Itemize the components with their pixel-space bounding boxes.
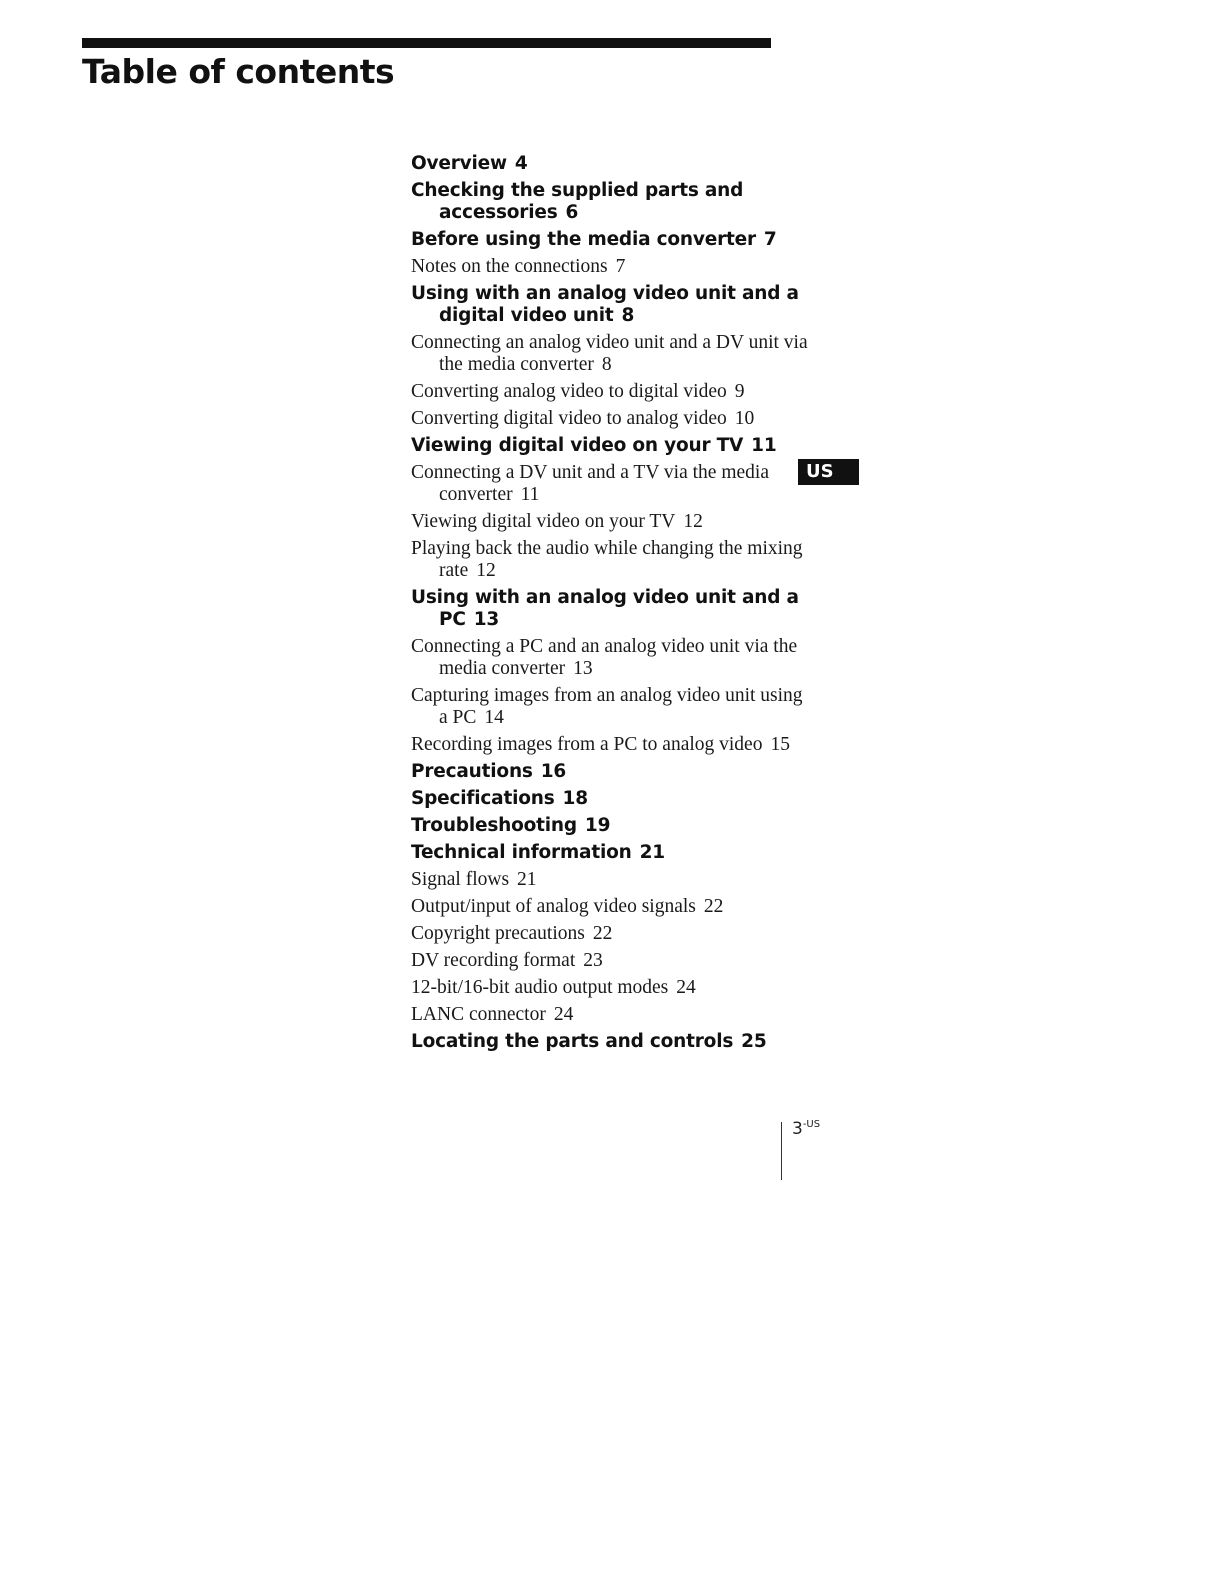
toc-entry-page: 23	[583, 950, 603, 971]
toc-entry-page: 16	[540, 761, 567, 782]
toc-heading-entry	[411, 283, 811, 327]
toc-entry-title: Using with an analog video unit and a PC	[411, 587, 799, 630]
toc-subentry	[411, 950, 811, 972]
toc-entry-title: LANC connector	[411, 1004, 546, 1025]
toc-subentry	[411, 1004, 811, 1026]
toc-entry-page: 8	[601, 354, 612, 375]
toc-entry-title: Signal flows	[411, 869, 510, 890]
toc-heading-entry	[411, 180, 811, 224]
toc-subentry	[411, 332, 811, 376]
table-of-contents	[411, 153, 811, 1058]
toc-heading-entry	[411, 153, 811, 175]
toc-subentry	[411, 896, 811, 918]
toc-entry-page: 12	[683, 511, 703, 532]
toc-entry-title: Notes on the connections	[411, 256, 608, 277]
toc-entry-page: 14	[484, 707, 504, 728]
toc-entry-page: 24	[676, 977, 696, 998]
toc-entry-page: 8	[621, 305, 635, 326]
toc-entry-page: 22	[703, 896, 724, 917]
page-title: Table of contents	[82, 52, 395, 91]
toc-heading-entry	[411, 788, 811, 810]
toc-entry-page: 21	[639, 842, 665, 863]
toc-entry-page: 10	[734, 408, 755, 429]
toc-subentry	[411, 462, 811, 506]
toc-entry-page: 19	[584, 815, 611, 836]
toc-entry-page: 13	[473, 609, 500, 630]
toc-entry-page: 11	[751, 435, 777, 456]
folio-rule	[781, 1122, 782, 1180]
toc-entry-title: Locating the parts and controls	[411, 1031, 734, 1052]
toc-entry-page: 24	[553, 1004, 574, 1025]
toc-entry-page: 12	[476, 560, 496, 581]
toc-entry-page: 22	[592, 923, 613, 944]
toc-subentry	[411, 408, 811, 430]
header-rule	[82, 38, 771, 48]
toc-entry-title: Capturing images from an analog video unit using a PC	[411, 685, 803, 728]
toc-entry-page: 7	[615, 256, 626, 277]
toc-entry-title: Overview	[411, 153, 507, 174]
toc-entry-title: Before using the media converter	[411, 229, 756, 250]
toc-subentry	[411, 381, 811, 403]
toc-entry-title: Connecting an analog video unit and a DV unit via the media converter	[411, 332, 808, 375]
toc-heading-entry	[411, 842, 811, 864]
toc-heading-entry	[411, 761, 811, 783]
toc-heading-entry	[411, 1031, 811, 1053]
toc-entry-title: Output/input of analog video signals	[411, 896, 696, 917]
toc-entry-page: 18	[562, 788, 588, 809]
toc-entry-page: 11	[520, 484, 540, 505]
page-number	[792, 1119, 820, 1139]
toc-heading-entry	[411, 435, 811, 457]
toc-entry-page: 7	[763, 229, 777, 250]
toc-subentry	[411, 685, 811, 729]
toc-entry-page: 21	[517, 869, 537, 890]
toc-entry-title: Copyright precautions	[411, 923, 585, 944]
page-number-suffix: -US	[802, 1119, 821, 1130]
toc-entry-page: 4	[514, 153, 528, 174]
toc-entry-title: Troubleshooting	[411, 815, 577, 836]
toc-entry-title: Viewing digital video on your TV	[411, 511, 676, 532]
toc-entry-page: 13	[573, 658, 593, 679]
language-tab: US	[798, 459, 859, 485]
page-number-value: 3	[792, 1119, 803, 1139]
toc-entry-title: Precautions	[411, 761, 533, 782]
toc-entry-title: Connecting a DV unit and a TV via the media converter	[411, 462, 769, 505]
toc-subentry	[411, 511, 811, 533]
toc-subentry	[411, 538, 811, 582]
toc-entry-title: Specifications	[411, 788, 555, 809]
toc-entry-title: Playing back the audio while changing the mixing rate	[411, 538, 803, 581]
toc-subentry	[411, 734, 811, 756]
toc-entry-title: DV recording format	[411, 950, 576, 971]
toc-entry-title: Viewing digital video on your TV	[411, 435, 744, 456]
toc-heading-entry	[411, 229, 811, 251]
toc-entry-title: Connecting a PC and an analog video unit via the media converter	[411, 636, 798, 679]
toc-entry-page: 15	[770, 734, 790, 755]
toc-entry-title: Converting digital video to analog video	[411, 408, 727, 429]
toc-subentry	[411, 923, 811, 945]
toc-subentry	[411, 869, 811, 891]
toc-entry-page: 6	[565, 202, 579, 223]
toc-entry-page: 25	[741, 1031, 767, 1052]
toc-entry-title: Technical information	[411, 842, 632, 863]
toc-subentry	[411, 977, 811, 999]
toc-entry-title: Converting analog video to digital video	[411, 381, 727, 402]
toc-entry-title: 12-bit/16-bit audio output modes	[411, 977, 669, 998]
toc-entry-page: 9	[734, 381, 745, 402]
toc-entry-title: Using with an analog video unit and a digital video unit	[411, 283, 799, 326]
toc-heading-entry	[411, 815, 811, 837]
toc-entry-title: Recording images from a PC to analog video	[411, 734, 763, 755]
toc-heading-entry	[411, 587, 811, 631]
toc-subentry	[411, 256, 811, 278]
toc-entry-title: Checking the supplied parts and accessories	[411, 180, 744, 223]
toc-subentry	[411, 636, 811, 680]
